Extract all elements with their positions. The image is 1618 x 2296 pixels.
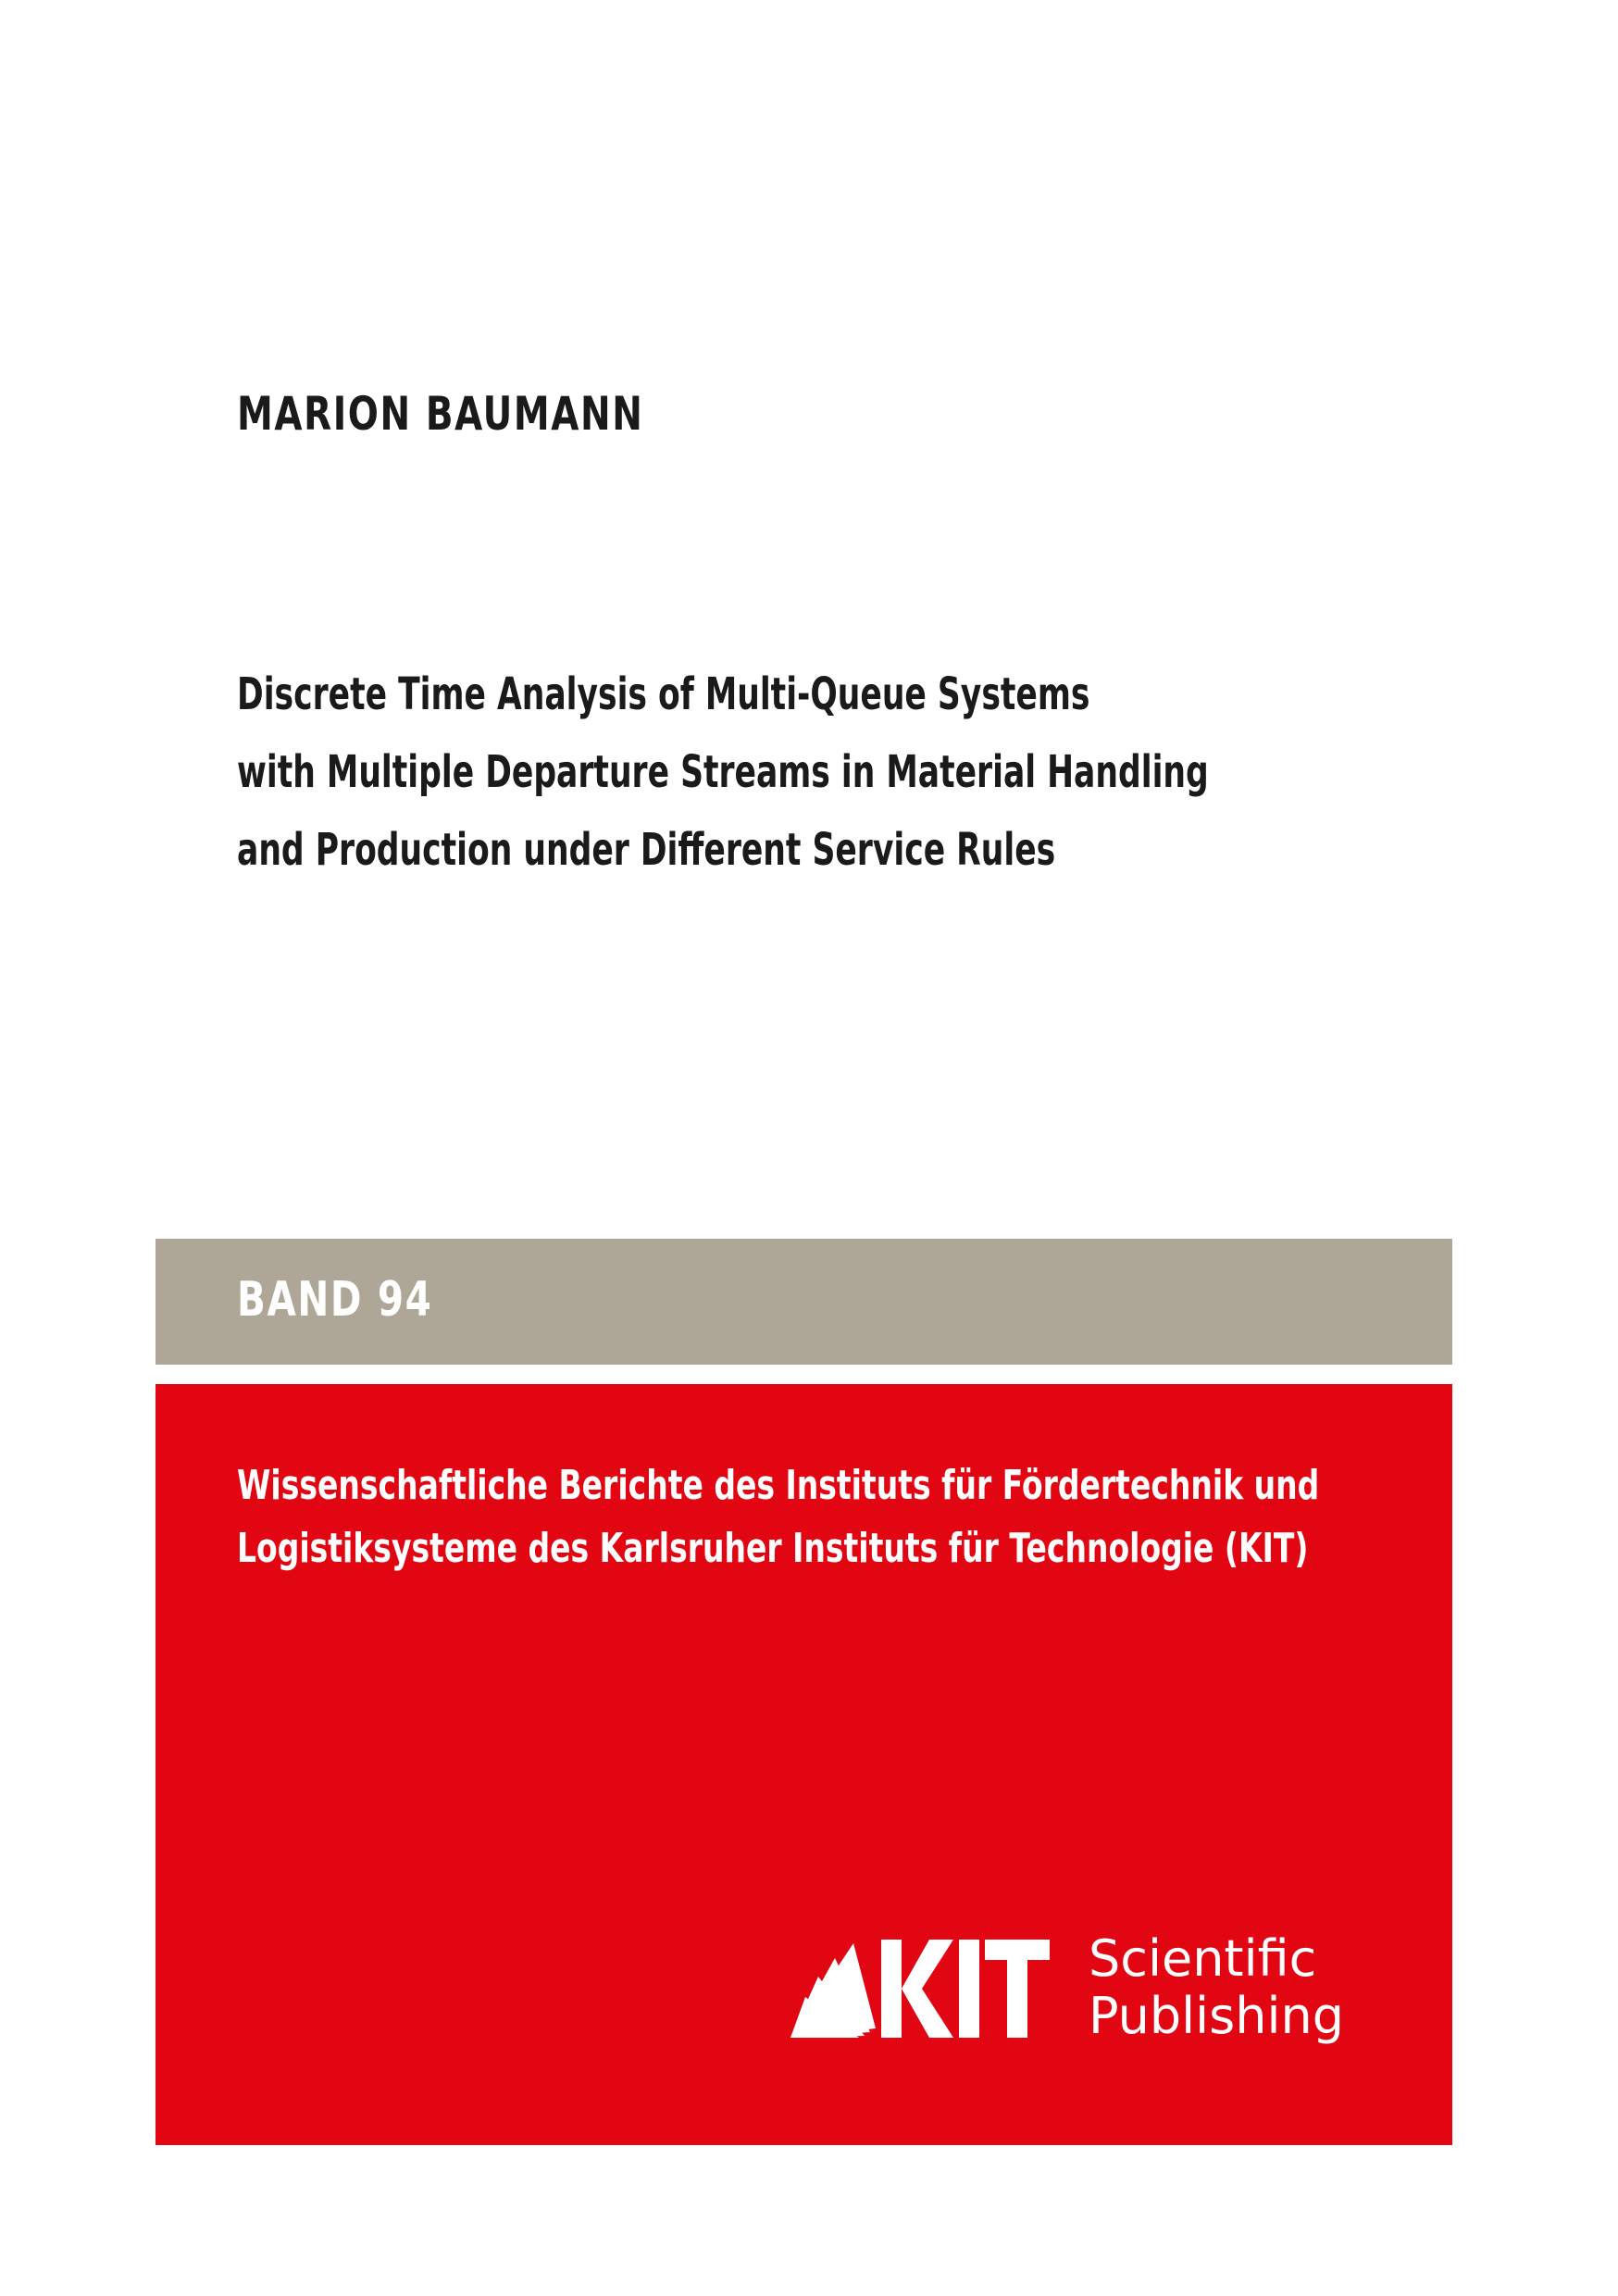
band-label: BAND 94 bbox=[237, 1272, 433, 1328]
band-bar bbox=[156, 1239, 1452, 1365]
title-line-3: and Production under Different Service Rules bbox=[237, 824, 1056, 876]
publisher-line-1: Scientific bbox=[1089, 1929, 1317, 1988]
series-title bbox=[237, 1454, 1319, 1580]
publisher-name bbox=[1089, 1930, 1344, 2045]
series-line-2: Logistiksysteme des Karlsruher Instituts für Technologie (KIT) bbox=[237, 1525, 1309, 1572]
title-line-2: with Multiple Departure Streams in Material Handling bbox=[237, 746, 1209, 798]
publisher-line-2: Publishing bbox=[1089, 1987, 1344, 2045]
author-name: MARION BAUMANN bbox=[237, 387, 644, 441]
series-line-1: Wissenschaftliche Berichte des Instituts für Fördertechnik und bbox=[237, 1462, 1320, 1509]
kit-logo-icon bbox=[790, 1940, 1050, 2038]
series-panel bbox=[156, 1384, 1452, 2145]
title-line-1: Discrete Time Analysis of Multi-Queue Systems bbox=[237, 668, 1090, 720]
book-title bbox=[237, 655, 1209, 889]
